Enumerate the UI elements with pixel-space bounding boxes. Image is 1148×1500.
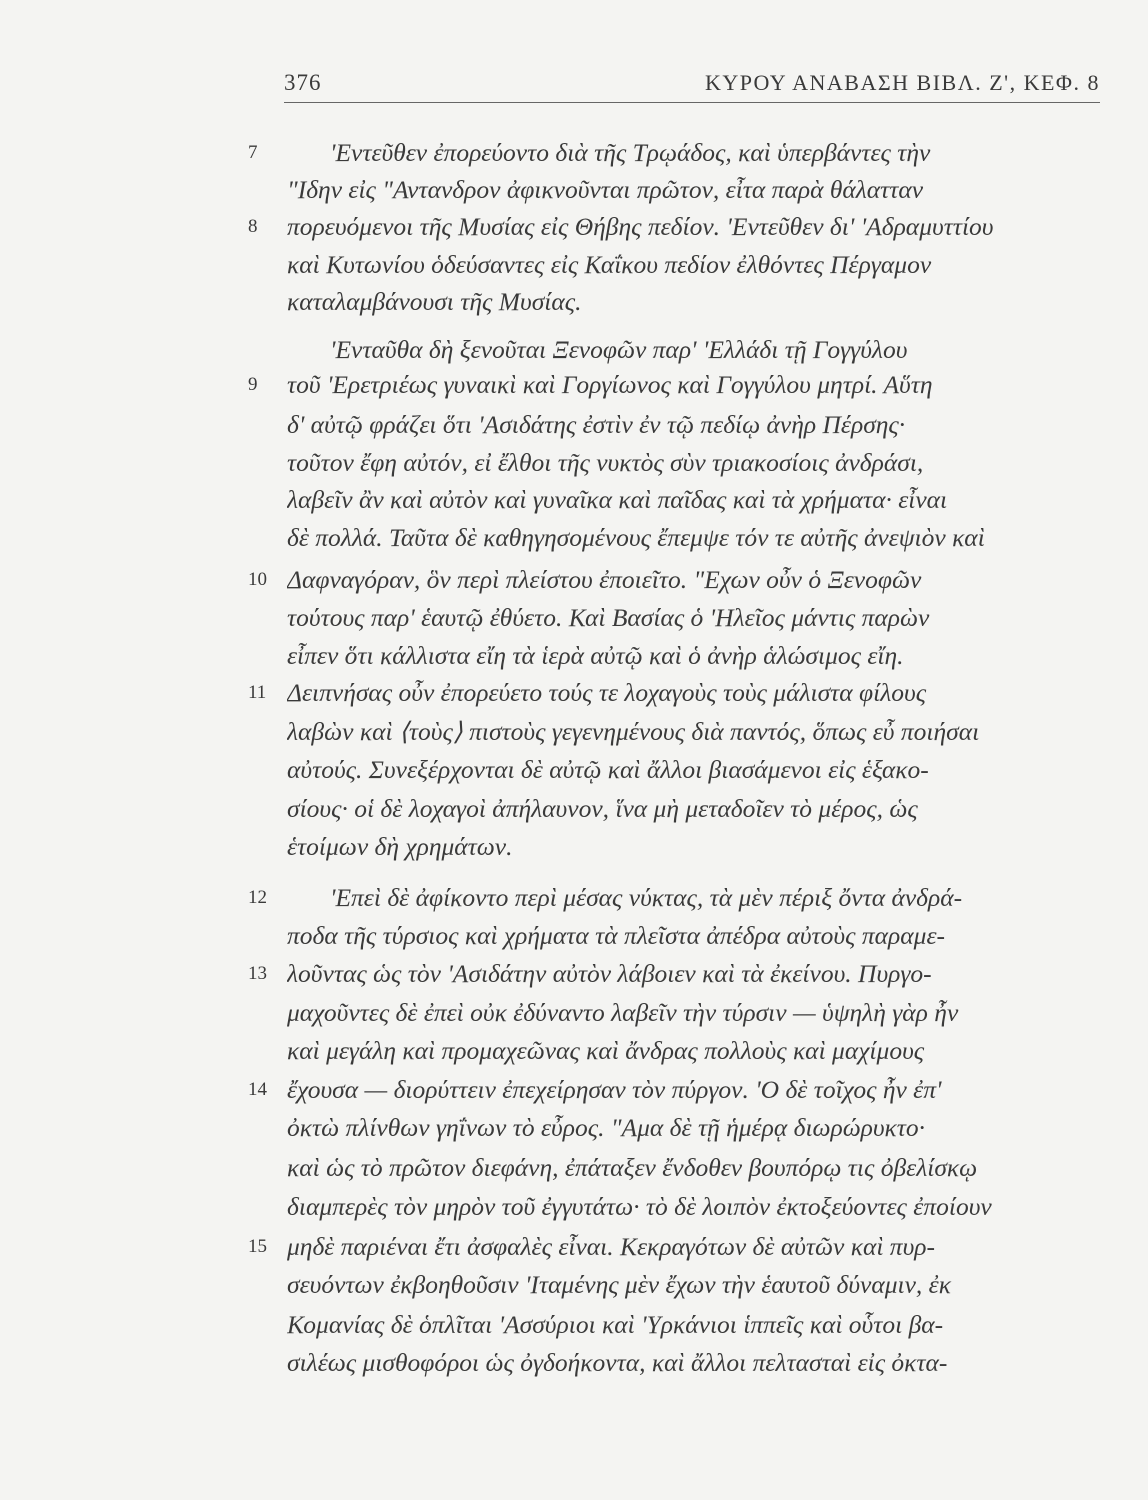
text-line: "Ιδην εἰς "Αντανδρον ἀφικνοῦνται πρῶτον, εἶτα παρὰ θάλατταν xyxy=(287,175,924,204)
section-number xyxy=(248,993,278,1033)
section-number xyxy=(248,480,278,520)
section-number: 11 xyxy=(248,682,267,703)
text-line: τοῦτον ἔφη αὐτόν, εἰ ἔλθοι τῆς νυκτὸς σὺν τριακοσίοις ἀνδράσι, xyxy=(287,448,924,477)
text-line: ποδα τῆς τύρσιος καὶ χρήματα τὰ πλεῖστα ἀπέδρα αὐτοὺς παραμε- xyxy=(287,921,945,950)
section-number: 13 xyxy=(248,963,267,984)
section-number xyxy=(248,789,278,829)
text-line: καὶ Κυτωνίου ὁδεύσαντες εἰς Καΐκου πεδίον ἐλθόντες Πέργαμον xyxy=(287,250,932,279)
section-number xyxy=(248,443,278,483)
section-number xyxy=(248,916,278,956)
section-number: 14 xyxy=(248,1079,267,1100)
running-header xyxy=(284,66,1100,103)
page-number: 376 xyxy=(284,70,322,95)
text-line: Κομανίας δὲ ὁπλῖται 'Ασσύριοι καὶ 'Υρκάνιοι ἱππεῖς καὶ οὗτοι βα- xyxy=(287,1310,944,1339)
text-line: αὐτούς. Συνεξέρχονται δὲ αὐτῷ καὶ ἄλλοι βιασάμενοι εἰς ἑξακο- xyxy=(287,755,929,784)
text-line: λαβὼν καὶ ⟨τοὺς⟩ πιστοὺς γεγενημένους διὰ παντός, ὅπως εὖ ποιήσαι xyxy=(287,717,980,746)
section-number xyxy=(248,170,278,210)
text-line: λοῦντας ὡς τὸν 'Ασιδάτην αὐτὸν λάβοιεν καὶ τὰ ἐκείνου. Πυργο- xyxy=(287,959,932,988)
text-line: σιλέως μισθοφόροι ὡς ὀγδοήκοντα, καὶ ἄλλοι πελτασταὶ εἰς ὀκτα- xyxy=(287,1348,948,1377)
section-number: 15 xyxy=(248,1236,267,1257)
section-number: 12 xyxy=(248,887,267,908)
text-line: διαμπερὲς τὸν μηρὸν τοῦ ἐγγυτάτω· τὸ δὲ λοιπὸν ἐκτοξεύοντες ἐποίουν xyxy=(287,1192,992,1221)
text-line: καὶ ὡς τὸ πρῶτον διεφάνη, ἐπάταξεν ἔνδοθεν βουπόρῳ τις ὀβελίσκῳ xyxy=(287,1153,978,1182)
text-line: Δειπνήσας οὖν ἐπορεύετο τούς τε λοχαγοὺς τοὺς μάλιστα φίλους xyxy=(287,678,927,707)
section-number: 7 xyxy=(248,142,258,163)
text-line: Δαφναγόραν, ὃν περὶ πλείστου ἐποιεῖτο. "Εχων οὖν ὁ Ξενοφῶν xyxy=(287,565,922,594)
section-number: 10 xyxy=(248,569,267,590)
text-line: σίους· οἱ δὲ λοχαγοὶ ἀπήλαυνον, ἵνα μὴ μεταδοῖεν τὸ μέρος, ὡς xyxy=(287,794,918,823)
section-number: 8 xyxy=(248,216,258,237)
text-line: καὶ μεγάλη καὶ προμαχεῶνας καὶ ἄνδρας πολλοὺς καὶ μαχίμους xyxy=(287,1036,925,1065)
section-number xyxy=(248,827,278,867)
text-line: 'Επεὶ δὲ ἀφίκοντο περὶ μέσας νύκτας, τὰ μὲν πέριξ ὄντα ἀνδρά- xyxy=(330,883,963,912)
section-number: 9 xyxy=(248,374,258,395)
text-line: 'Ενταῦθα δὴ ξενοῦται Ξενοφῶν παρ' 'Ελλάδι τῇ Γογγύλου xyxy=(330,335,908,364)
text-line: ὀκτὼ πλίνθων γηΐνων τὸ εὖρος. "Αμα δὲ τῇ ἡμέρᾳ διωρώρυκτο· xyxy=(287,1113,926,1142)
text-line: τοῦ 'Ερετριέως γυναικὶ καὶ Γοργίωνος καὶ Γογγύλου μητρί. Αὕτη xyxy=(287,370,933,399)
section-number xyxy=(248,1343,278,1383)
section-number xyxy=(248,330,278,370)
section-number xyxy=(248,1031,278,1071)
text-line: ἑτοίμων δὴ χρημάτων. xyxy=(287,832,513,861)
section-number xyxy=(248,245,278,285)
section-number xyxy=(248,282,278,322)
text-line: δὲ πολλά. Ταῦτα δὲ καθηγησομένους ἔπεμψε τόν τε αὐτῆς ἀνεψιὸν καὶ xyxy=(287,523,985,552)
section-number xyxy=(248,1148,278,1188)
section-number xyxy=(248,518,278,558)
text-line: ἔχουσα — διορύττειν ἐπεχείρησαν τὸν πύργον. 'Ο δὲ τοῖχος ἦν ἐπ' xyxy=(287,1075,942,1104)
section-number xyxy=(248,1108,278,1148)
text-line: σευόντων ἐκβοηθοῦσιν 'Ιταμένης μὲν ἔχων τὴν ἑαυτοῦ δύναμιν, ἐκ xyxy=(287,1270,951,1299)
section-number xyxy=(248,1265,278,1305)
text-line: δ' αὐτῷ φράζει ὅτι 'Ασιδάτης ἐστὶν ἐν τῷ πεδίῳ ἀνὴρ Πέρσης· xyxy=(287,410,906,439)
text-line: εἶπεν ὅτι κάλλιστα εἴη τὰ ἱερὰ αὐτῷ καὶ ὁ ἀνὴρ ἁλώσιμος εἴη. xyxy=(287,641,904,670)
text-line: καταλαμβάνουσι τῆς Μυσίας. xyxy=(287,287,582,316)
section-number xyxy=(248,405,278,445)
text-line: μαχοῦντες δὲ ἐπεὶ οὐκ ἐδύναντο λαβεῖν τὴν τύρσιν — ὑψηλὴ γὰρ ἦν xyxy=(287,998,959,1027)
text-line: λαβεῖν ἂν καὶ αὐτὸν καὶ γυναῖκα καὶ παῖδας καὶ τὰ χρήματα· εἶναι xyxy=(287,485,948,514)
section-number xyxy=(248,1305,278,1345)
text-line: 'Εντεῦθεν ἐπορεύοντο διὰ τῆς Τρῳάδος, καὶ ὑπερβάντες τὴν xyxy=(330,138,931,167)
section-number xyxy=(248,750,278,790)
text-line: πορευόμενοι τῆς Μυσίας εἰς Θήβης πεδίον. 'Εντεῦθεν δι' 'Αδραμυττίου xyxy=(287,212,994,241)
text-line: μηδὲ παριέναι ἔτι ἀσφαλὲς εἶναι. Κεκραγότων δὲ αὐτῶν καὶ πυρ- xyxy=(287,1232,936,1261)
section-number xyxy=(248,712,278,752)
text-line: τούτους παρ' ἑαυτῷ ἐθύετο. Καὶ Βασίας ὁ 'Ηλεῖος μάντις παρὼν xyxy=(287,603,930,632)
section-number xyxy=(248,1187,278,1227)
section-number xyxy=(248,598,278,638)
running-head-title: ΚΥΡΟΥ ΑΝΑΒΑΣΗ ΒΙΒΛ. Ζ', ΚΕΦ. 8 xyxy=(704,70,1100,95)
section-number xyxy=(248,636,278,676)
